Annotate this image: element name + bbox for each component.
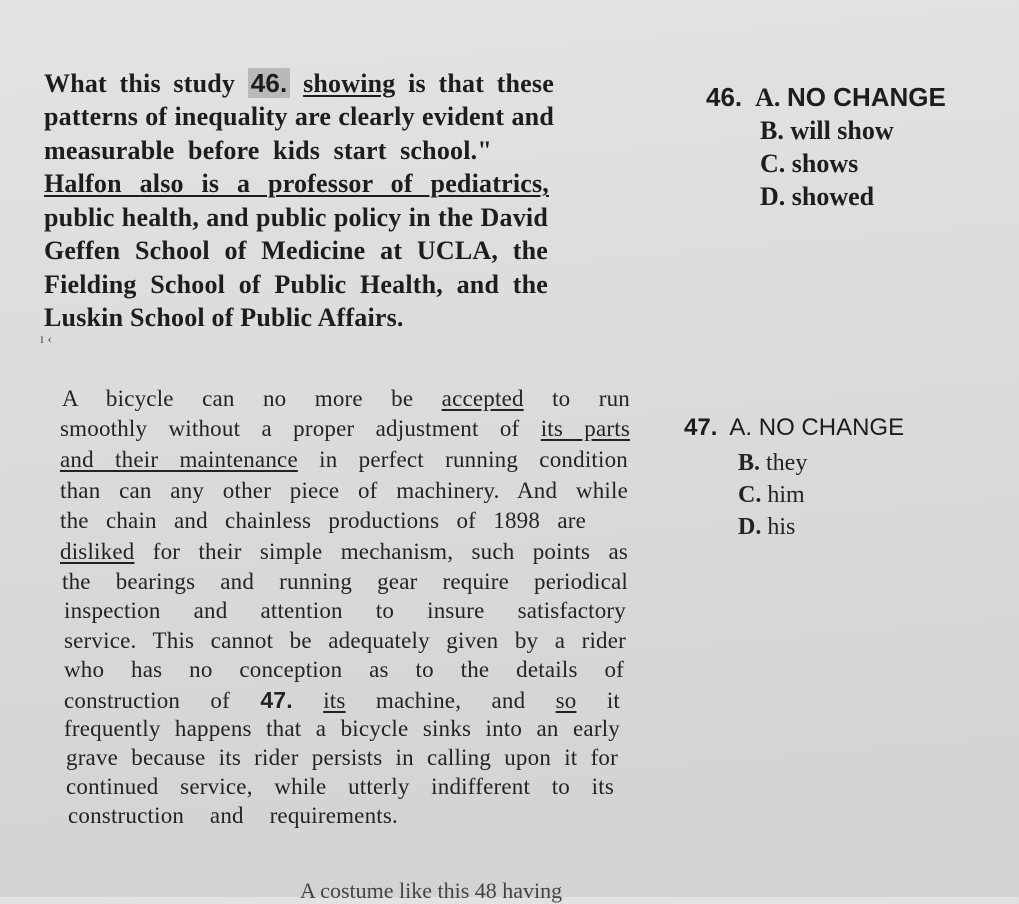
passage-2-line-1 xyxy=(62,386,630,412)
question-47-number: 47. xyxy=(684,414,718,441)
cut-off-next-line: A costume like this 48 having xyxy=(300,878,563,903)
text-segment: construction of xyxy=(64,688,230,713)
question-46-option-a[interactable] xyxy=(706,82,946,113)
text-segment: smoothly without a proper adjustment of xyxy=(60,416,520,441)
passage-1-line-8: Luskin School of Public Affairs. xyxy=(44,303,404,332)
passage-2-line-15: construction and requirements. xyxy=(68,803,398,828)
text-segment: machine, and xyxy=(375,688,526,713)
underlined-their-maintenance: and their maintenance xyxy=(60,447,298,472)
question-46-option-d[interactable] xyxy=(760,182,874,212)
passage-1-line-2: patterns of inequality are clearly evident and xyxy=(44,102,554,131)
text-segment: to run xyxy=(552,386,630,411)
option-letter: B. xyxy=(738,450,761,476)
passage-2-line-8: inspection and attention to insure satisfactory xyxy=(64,598,626,623)
underlined-showing: showing xyxy=(303,69,396,98)
passage-2-line-6 xyxy=(60,539,628,565)
underlined-disliked: disliked xyxy=(60,539,135,564)
option-text: NO CHANGE xyxy=(786,82,946,112)
passage-2-line-14: continued service, while utterly indifferent to its xyxy=(66,774,614,799)
option-letter: A. xyxy=(729,414,753,441)
passage-2-line-4: than can any other piece of machinery. And while xyxy=(60,478,628,503)
question-46-option-c[interactable] xyxy=(760,149,858,179)
passage-2-line-5: the chain and chainless productions of 1898 are xyxy=(60,508,586,533)
option-text: NO CHANGE xyxy=(758,414,905,441)
question-46-marker: 46. xyxy=(248,68,291,98)
option-text: will show xyxy=(790,116,894,145)
underlined-its-parts: its parts xyxy=(540,416,631,441)
question-46-number: 46. xyxy=(706,82,743,112)
option-letter: D. xyxy=(760,182,786,211)
passage-2-line-3 xyxy=(60,447,628,473)
passage-1-line-4-underlined: Halfon also is a professor of pediatrics, xyxy=(44,169,549,198)
passage-2-line-9: service. This cannot be adequately given by a rider xyxy=(64,628,626,653)
passage-2-line-2 xyxy=(60,416,630,442)
passage-2-line-13: grave because its rider persists in calling upon it for xyxy=(66,745,618,770)
underlined-its: its xyxy=(323,688,346,713)
underlined-so: so xyxy=(555,688,577,713)
option-text: they xyxy=(766,450,808,476)
passage-2-line-11 xyxy=(64,687,620,714)
passage-2-line-7: the bearings and running gear require periodical xyxy=(62,569,628,594)
option-letter: C. xyxy=(738,482,762,508)
option-letter: A. xyxy=(755,83,781,112)
passage-1-line-1 xyxy=(44,68,554,99)
option-letter: B. xyxy=(760,116,784,145)
option-letter: C. xyxy=(760,149,786,178)
text-segment: is that these xyxy=(408,69,554,98)
option-text: shows xyxy=(791,149,859,178)
passage-2-line-10: who has no conception as to the details of xyxy=(64,657,624,682)
question-47-option-c[interactable] xyxy=(738,482,805,509)
text-segment: What this study xyxy=(44,69,236,98)
text-segment: in perfect running condition xyxy=(319,447,628,472)
passage-1-line-3: measurable before kids start school." xyxy=(44,136,492,165)
question-46-option-b[interactable] xyxy=(760,116,894,146)
stray-marks: ı ‹ xyxy=(40,332,53,347)
text-segment: for their simple mechanism, such points as xyxy=(152,539,628,564)
passage-1-line-5: public health, and public policy in the David xyxy=(44,203,548,232)
option-text: him xyxy=(767,482,805,508)
option-text: his xyxy=(767,514,796,540)
question-47-option-d[interactable] xyxy=(738,514,795,541)
passage-1-line-6: Geffen School of Medicine at UCLA, the xyxy=(44,236,548,265)
passage-1-line-7: Fielding School of Public Health, and the xyxy=(44,270,548,299)
underlined-accepted: accepted xyxy=(441,386,524,411)
option-letter: D. xyxy=(738,514,762,540)
text-segment: it xyxy=(606,688,620,713)
passage-2-line-12: frequently happens that a bicycle sinks into an early xyxy=(64,716,620,741)
question-47-option-a[interactable] xyxy=(684,414,904,442)
text-segment: A bicycle can no more be xyxy=(62,386,414,411)
question-47-option-b[interactable] xyxy=(738,450,807,477)
option-text: showed xyxy=(791,182,875,211)
question-47-marker: 47. xyxy=(260,687,293,713)
